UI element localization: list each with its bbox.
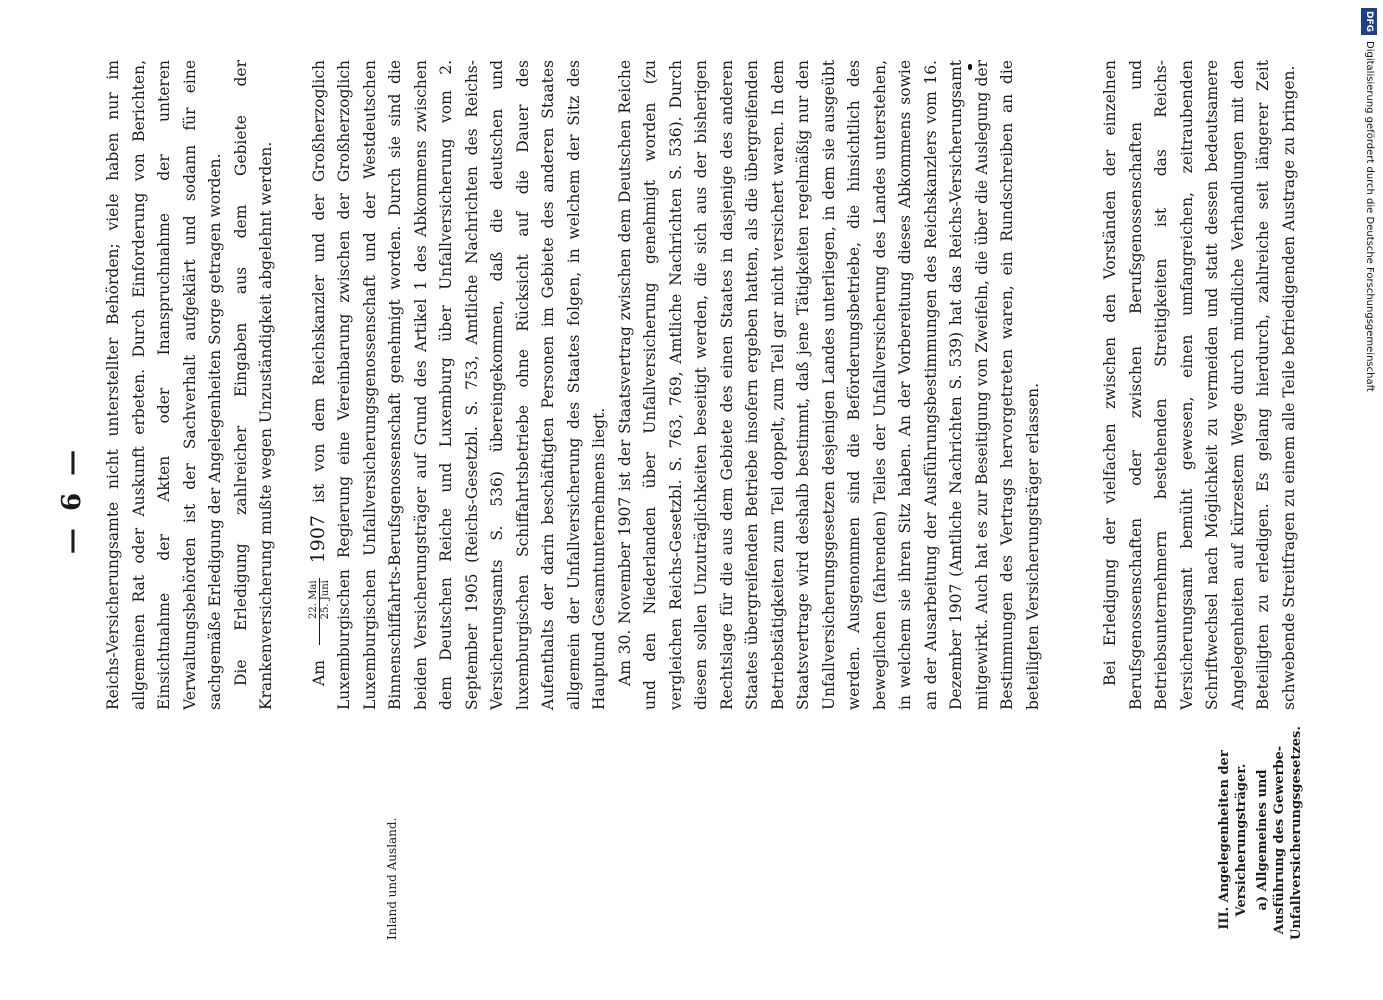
section-heading-main: III. Angelegenheiten der Versicherungsträger. xyxy=(1217,750,1249,930)
section-heading xyxy=(1216,726,1305,940)
rotated-page xyxy=(21,20,1361,980)
dfg-logo: DFG xyxy=(1361,8,1377,35)
paragraph-gap xyxy=(1072,60,1098,710)
paragraph-gap xyxy=(280,60,306,710)
paragraph-2: Die Erledigung zahlreicher Eingaben aus dem Gebiete der Krankenversicherung mußte wegen Unzuständigkeit abgelehnt werden. xyxy=(231,60,275,710)
date-fraction-denominator: 25. Juni xyxy=(320,580,331,620)
section-heading-sub: a) Allgemeines und Ausführung des Gewerbe-Unfallversicherungsgesetzes. xyxy=(1255,726,1304,940)
paragraph-3-start: Am xyxy=(309,660,328,686)
ink-speck xyxy=(968,64,972,70)
paragraph-3-rest: ist von dem Reichskanzler und der Großherzoglich Luxemburgischen Regierung eine Vereinbarung zwischen der Großherzoglich Luxemburgischen Unfallversicherungsgenossenschaft und der Westdeutschen Binnenschiffahrts-Berufsgenossenschaft genehmigt worden. Durch sie sind die beiden Versicherungsträger auf Grund des Artikel 1 des Abkommens zwischen dem Deutschen Reiche und Luxemburg über Unfallversicherung vom 2. September 1905 (Reichs-Gesetzbl. S. 753, Amtliche Nachrichten des Reichs-Versicherungsamts S. 536) übereingekommen, daß die deutschen und luxemburgischen Schiffahrtsbetriebe ohne Rücksicht auf die Dauer des Aufenthalts der darin beschäftigten Personen im Gebiete des anderen Staates allgemein der Unfallversicherung des Staates folgen, in welchem der Sitz des Hauptund Gesamtunternehmens liegt. xyxy=(309,60,608,710)
digitization-credit xyxy=(1361,8,1377,992)
paragraph-gap xyxy=(1046,60,1072,710)
paragraph-4: Am 30. November 1907 ist der Staatsvertrag zwischen dem Deutschen Reiche und den Niederlanden über Unfallversicherung genehmigt worden (zu vergleichen Reichs-Gesetzbl. S. 763, 769, Amtliche Nachrichten S. 536). Durch diesen sollen Unzuträglichkeiten beseitigt werden, die sich aus der bisherigen Rechtslage für die aus dem Gebiete des einen Staates in dasjenige des anderen Staates übergreifenden Betriebe insofern ergeben hatten, als die übergreifenden Betriebstätigkeiten zum Teil doppelt, zum Teil gar nicht versichert waren. In dem Staatsvertrage wird deshalb bestimmt, daß jene Tätigkeiten regelmäßig nur den Unfallversicherungsgesetzen desjenigen Landes unterliegen, in dem sie ausgeübt werden. Ausgenommen sind die Beförderungsbetriebe, die hinsichtlich des beweglichen (fahrenden) Teiles der Unfallversicherung des Landes unterstehen, in welchem sie ihren Sitz haben. An der Vorbereitung dieses Abkommens sowie an der Ausarbeitung der Ausführungsbestimmungen des Reichskanzlers vom 16. Dezember 1907 (Amtliche Nachrichten S. 539) hat das Reichs-Versicherungsamt mitgewirkt. Auch hat es zur Beseitigung von Zweifeln, die über die Auslegung der Bestimmungen des Vertrags hervorgetreten waren, ein Rundschreiben an die beteiligten Versicherungsträger erlassen. xyxy=(615,60,1042,710)
page-number: — 6 — xyxy=(57,445,87,555)
paragraph-5: Bei Erledigung der vielfachen zwischen den Vorständen der einzelnen Berufsgenossenschaften oder zwischen Berufsgenossenschaften und Betriebsunternehmern bestehenden Streitigkeiten ist das Reichs-Versicherungsamt bemüht gewesen, einen umfangreichen, zeitraubenden Schriftwechsel nach Möglichkeit zu vermeiden und statt dessen bedeutsamere Angelegenheiten auf kürzestem Wege durch mündliche Verhandlungen mit den Beteiligten zu erledigen. Es gelang hierdurch, zahlreiche seit längerer Zeit schwebende Streitfragen zu einem alle Teile befriedigenden Austrage zu bringen. xyxy=(1101,60,1298,710)
date-fraction-numerator: 22. Mai xyxy=(308,578,320,644)
digitization-strip xyxy=(1361,8,1377,992)
margin-note-inland: Inland und Ausland. xyxy=(385,817,399,940)
paragraph-3 xyxy=(306,60,613,710)
body-text xyxy=(101,60,1302,710)
date-fraction xyxy=(308,578,331,644)
paragraph-3-year: 1907 xyxy=(306,515,329,564)
paragraph-1: Reichs-Versicherungsamte nicht unterstellter Behörden; viele haben nur im allgemeinen Rat oder Auskunft erbeten. Durch Einforderung von Berichten, Einsichtnahme der Akten oder Inanspruchnahme der unteren Verwaltungsbehörden ist der Sachverhalt aufgeklärt und sodann für eine sachgemäße Erledigung der Angelegenheiten Sorge getragen worden. xyxy=(104,60,224,710)
dfg-credit-text: Digitalisierung gefördert durch die Deutsche Forschungsgemeinschaft xyxy=(1364,41,1375,392)
